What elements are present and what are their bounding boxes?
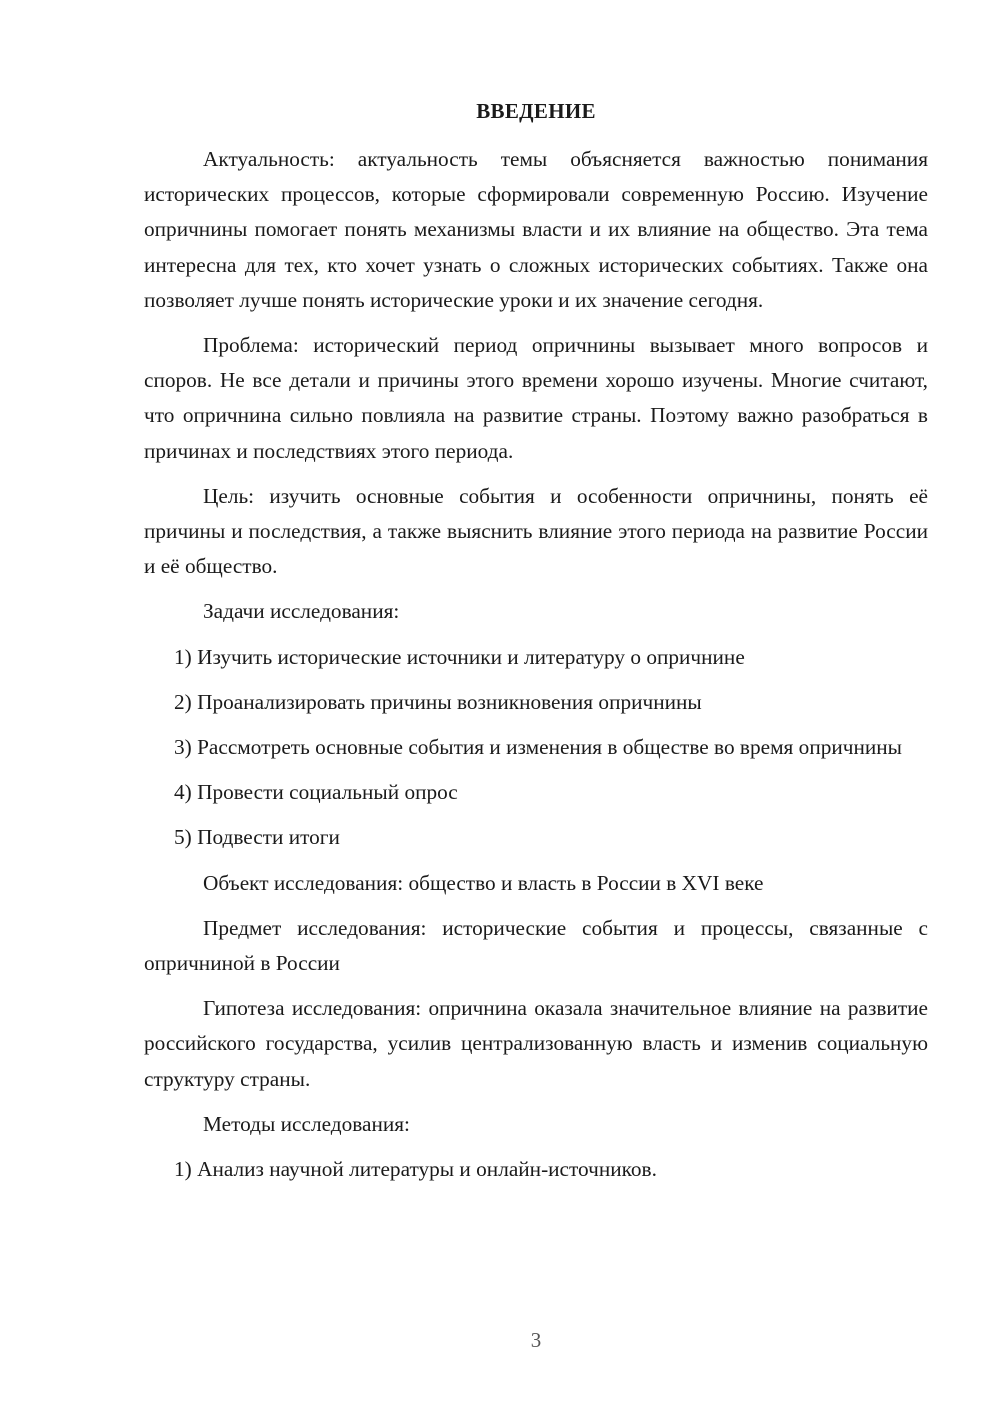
paragraph-goal: Цель: изучить основные события и особенности опричнины, понять её причины и последствия, а также выяснить влияние этого периода на развитие России и её общество. xyxy=(144,483,928,579)
paragraph-tasks-heading: Задачи исследования: xyxy=(203,599,400,624)
paragraph-hypothesis: Гипотеза исследования: опричнина оказала значительное влияние на развитие российского государства, усилив централизованную власть и изменив социальную структуру страны. xyxy=(144,996,928,1091)
list-item-task-5: 5) Подвести итоги xyxy=(174,825,340,850)
paragraph-problem: Проблема: исторический период опричнины вызывает много вопросов и споров. Не все детали и причины этого времени хорошо изучены. Многие считают, что опричнина сильно повлияла на развитие страны. Поэтому важно разобраться в причинах и последствиях этого периода. xyxy=(144,333,928,463)
section-title: ВВЕДЕНИЕ xyxy=(476,99,596,123)
page-number: 3 xyxy=(530,1328,542,1352)
paragraph-methods-heading: Методы исследования: xyxy=(203,1111,410,1136)
body-text xyxy=(144,142,928,1197)
list-item-task-2: 2) Проанализировать причины возникновения опричнины xyxy=(174,689,702,714)
list-item-task-1: 1) Изучить исторические источники и литературу о опричнине xyxy=(174,644,745,669)
list-item-task-3: 3) Рассмотреть основные события и изменения в обществе во время опричнины xyxy=(174,735,902,760)
paragraph-relevance: Актуальность: актуальность темы объясняется важностью понимания исторических процессов, которые сформировали современную Россию. Изучение опричнины помогает понять механизмы власти и их влияние на общество. Эта тема интересна для тех, кто хочет узнать о сложных исторических событиях. Также она позволяет лучше понять исторические уроки и их значение сегодня. xyxy=(144,147,928,312)
paragraph-subject: Предмет исследования: исторические события и процессы, связанные с опричниной в России xyxy=(144,915,928,976)
list-item-task-4: 4) Провести социальный опрос xyxy=(174,780,458,805)
list-item-method-1: 1) Анализ научной литературы и онлайн-источников. xyxy=(174,1157,657,1182)
paragraph-object: Объект исследования: общество и власть в России в XVI веке xyxy=(203,870,764,895)
